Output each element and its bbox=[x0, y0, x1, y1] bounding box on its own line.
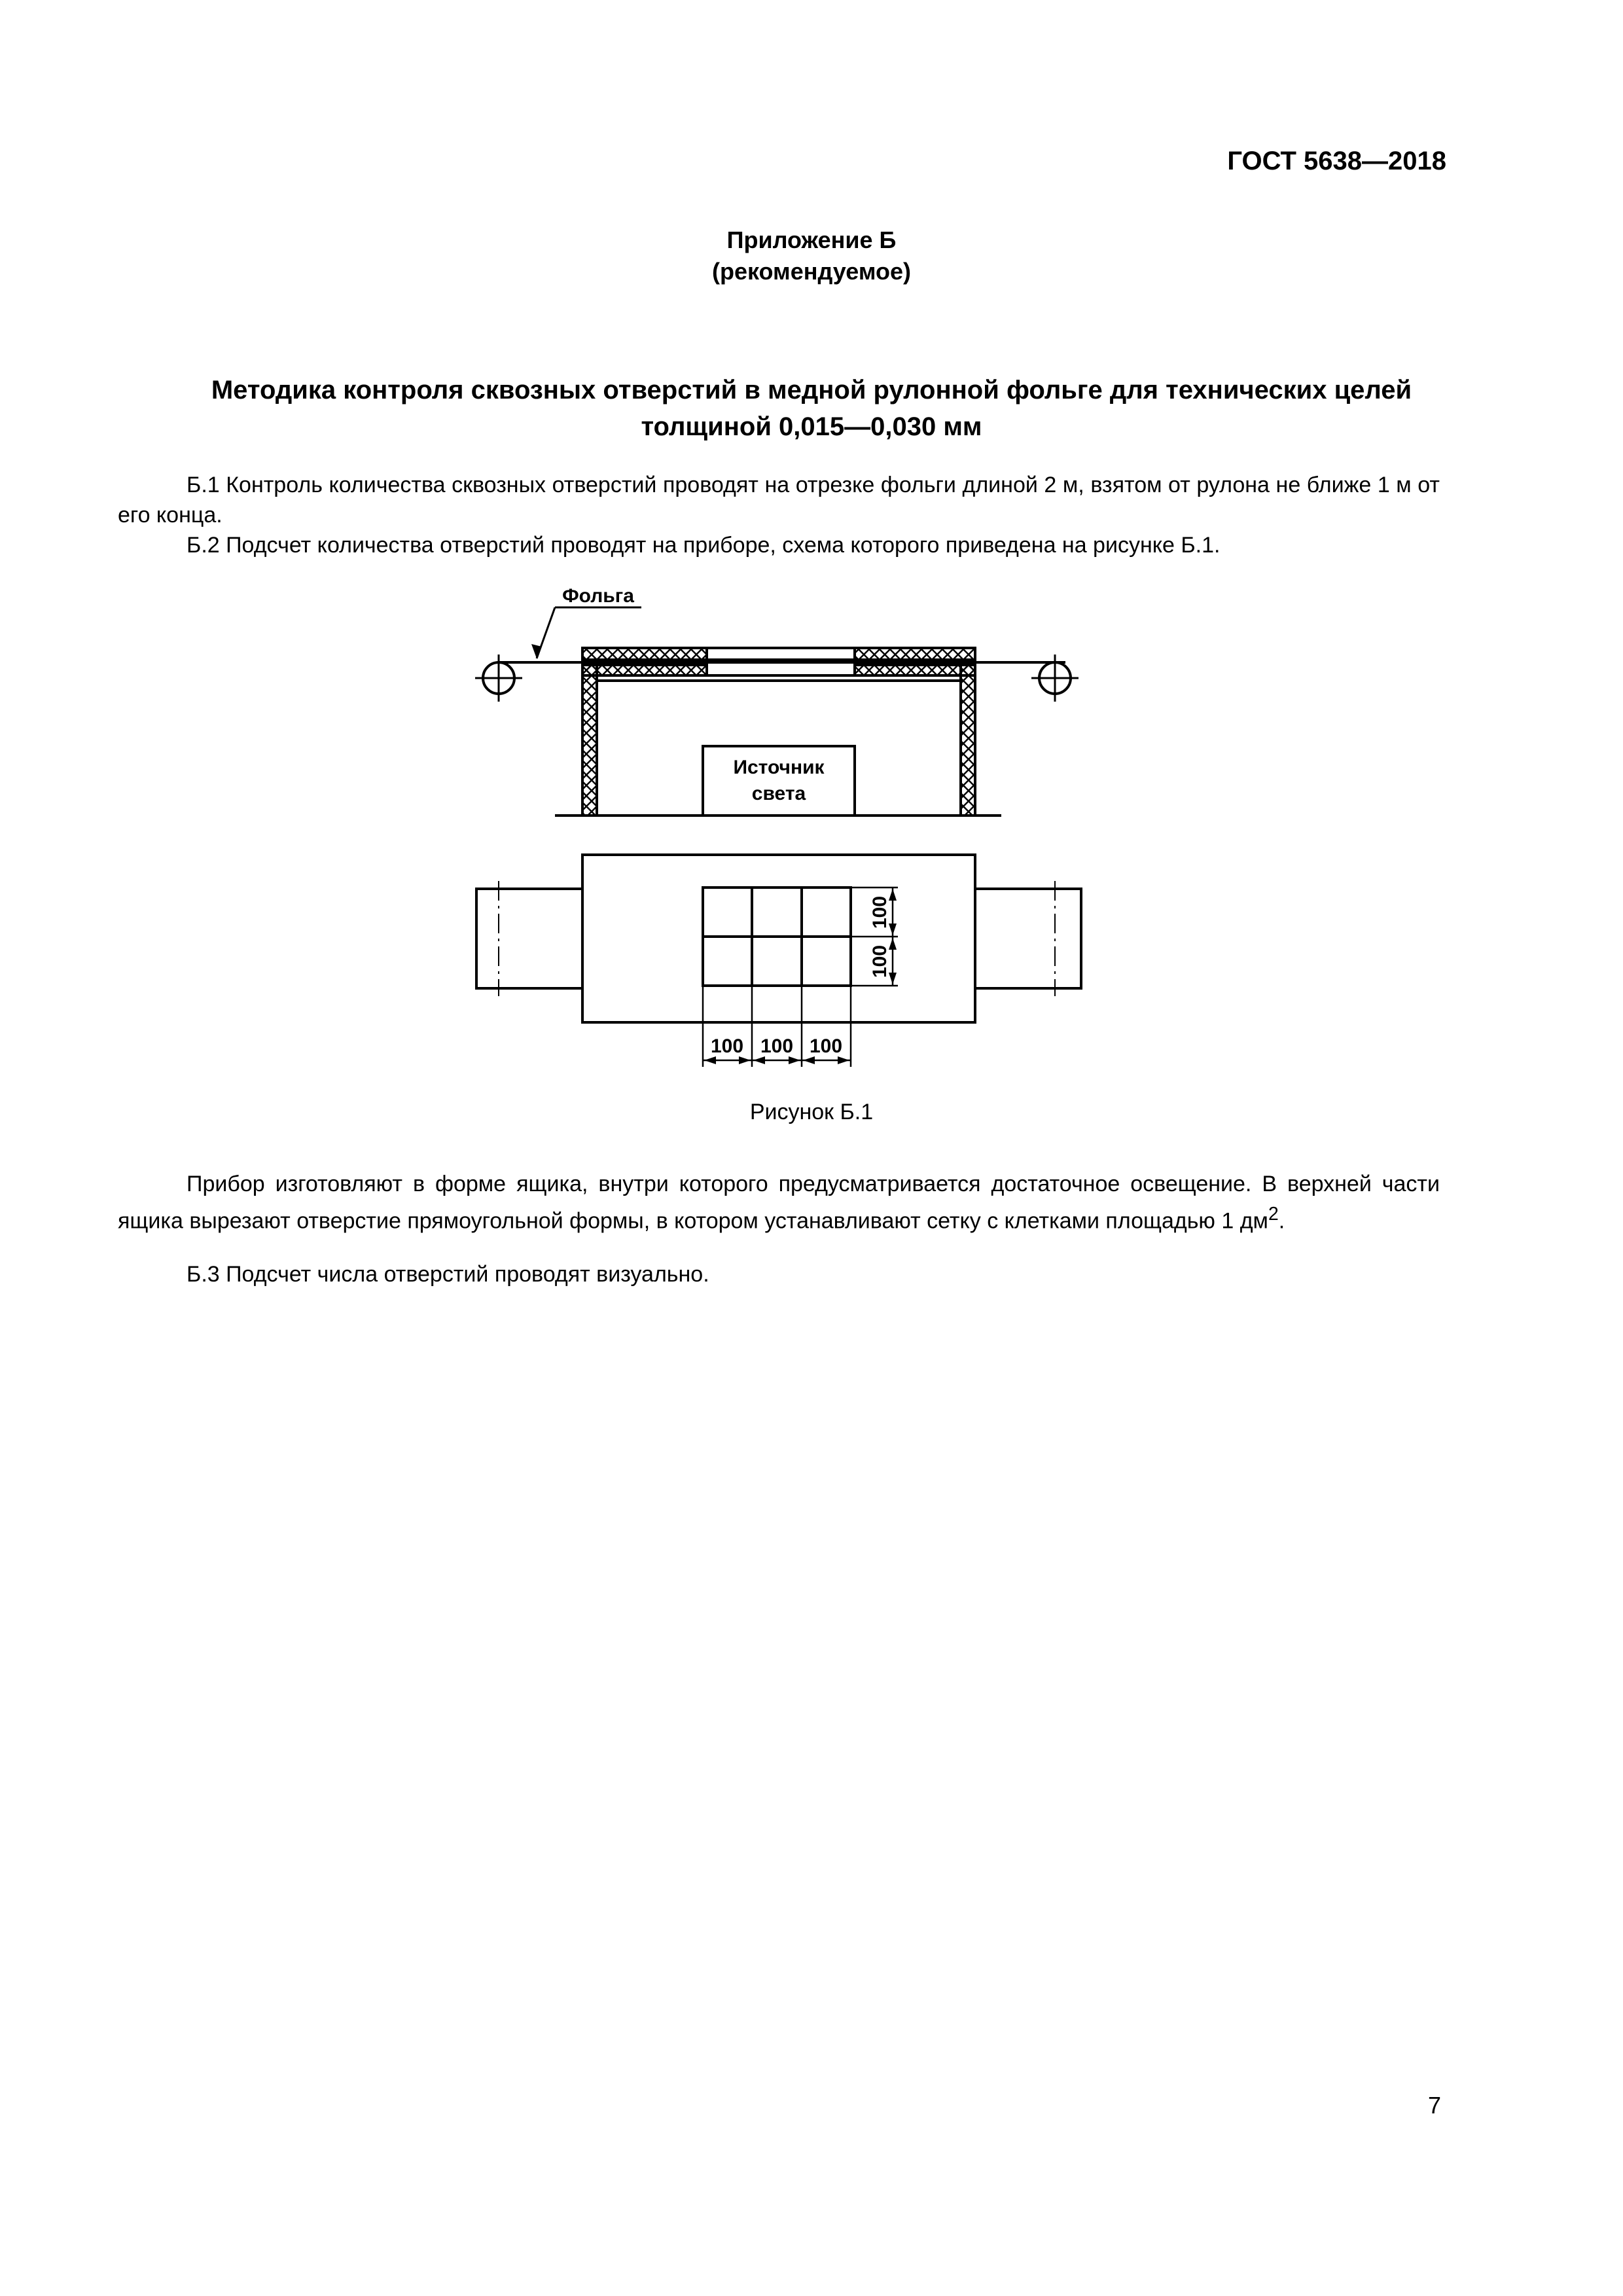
dim-label-v2: 100 bbox=[869, 944, 891, 978]
lower-strip-right bbox=[855, 665, 975, 675]
section-title-line1: Методика контроля сквозных отверстий в медной рулонной фольге для технических целей bbox=[211, 376, 1412, 404]
figure-b1-diagram bbox=[0, 0, 1623, 1113]
appendix-subtitle: (рекомендуемое) bbox=[712, 258, 911, 285]
dim-label-h3: 100 bbox=[809, 1035, 843, 1057]
dim-label-h1: 100 bbox=[710, 1035, 744, 1057]
paragraph-b3: Б.3 Подсчет числа отверстий проводят визуально. bbox=[187, 1262, 709, 1287]
plan-view bbox=[476, 855, 1081, 1022]
section-title-line2: толщиной 0,015—0,030 мм bbox=[641, 412, 982, 441]
device-text-end: . bbox=[1278, 1208, 1285, 1234]
appendix-title: Приложение Б bbox=[726, 226, 897, 253]
paragraph-b1: Б.1 Контроль количества сквозных отверстий проводят на отрезке фольги длиной 2 м, взятом от рулона не ближе 1 м от его конца. bbox=[118, 473, 1440, 528]
dim-label-h2: 100 bbox=[760, 1035, 794, 1057]
top-plate-left bbox=[582, 648, 707, 660]
plan-roller-right bbox=[975, 889, 1081, 988]
right-wall bbox=[961, 665, 975, 816]
light-source-label-2: света bbox=[751, 783, 806, 804]
left-wall bbox=[582, 665, 597, 816]
top-plate-right bbox=[855, 648, 975, 660]
device-superscript: 2 bbox=[1268, 1204, 1279, 1225]
foil-label: Фольга bbox=[562, 585, 634, 607]
lower-strip-left bbox=[582, 665, 707, 675]
document-code: ГОСТ 5638—2018 bbox=[1227, 147, 1446, 175]
light-source-label-1: Источник bbox=[733, 757, 825, 778]
plan-roller-left bbox=[476, 889, 582, 988]
paragraph-device bbox=[118, 1169, 1440, 1236]
figure-caption: Рисунок Б.1 bbox=[749, 1100, 874, 1124]
dim-label-v1: 100 bbox=[869, 895, 891, 929]
paragraph-b2: Б.2 Подсчет количества отверстий проводят на приборе, схема которого приведена на рисунке Б.1. bbox=[187, 533, 1221, 558]
plan-box bbox=[582, 855, 975, 1022]
device-text: Прибор изготовляют в форме ящика, внутри которого предусматривается достаточное освещение. В верхней части ящика вырезают отверстие прямоугольной формы, в котором устанавливают сетку с клетками площадью 1 дм bbox=[118, 1172, 1440, 1234]
page-number: 7 bbox=[1427, 2092, 1441, 2119]
